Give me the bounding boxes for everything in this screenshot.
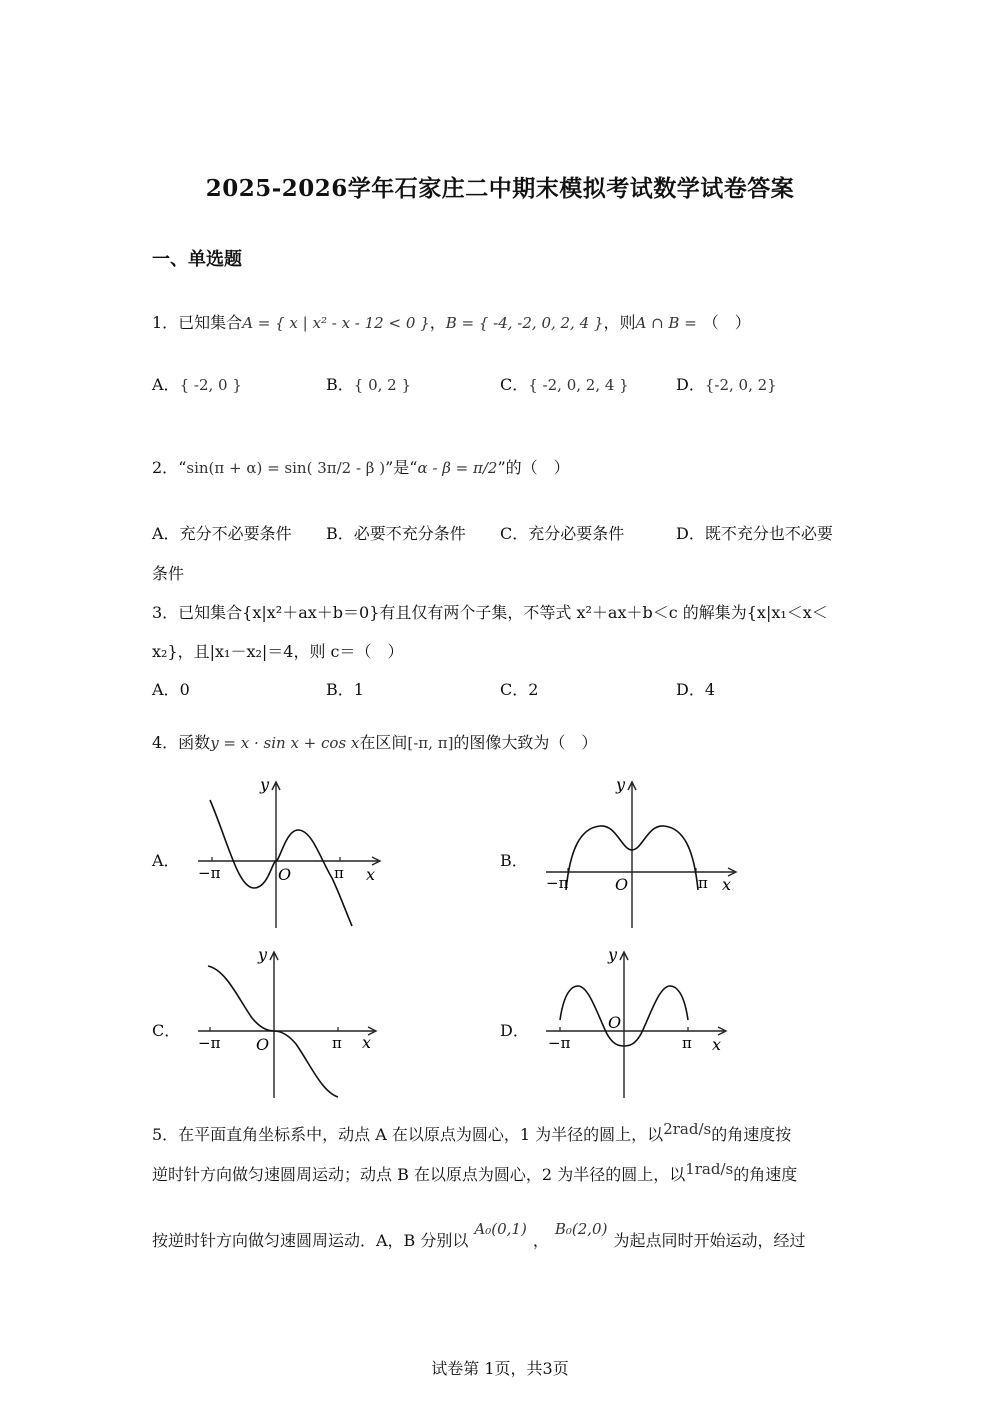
option-label: B．	[326, 375, 354, 394]
q4-function: y = x · sin x + cos x	[210, 734, 360, 752]
q2-option-d-wrap: 条件	[152, 564, 185, 583]
option-label: D．	[676, 524, 705, 543]
origin-label: O	[608, 1013, 622, 1032]
q4-option-c-label[interactable]: C．	[152, 1021, 181, 1040]
question-2-stem	[152, 455, 570, 478]
option-text: 既不充分也不必要	[704, 524, 833, 543]
option-label: B．	[326, 524, 354, 543]
option-text: 1	[353, 680, 364, 699]
question-5-line-2	[152, 1162, 797, 1185]
option-text: 0	[179, 680, 190, 699]
q3-option-b[interactable]	[326, 677, 364, 700]
y-axis-label: y	[608, 945, 618, 964]
q1-paren: （ ）	[702, 313, 751, 332]
tick-label-neg-pi: −π	[548, 1034, 571, 1052]
y-axis-label: y	[260, 775, 270, 794]
origin-label: O	[278, 865, 292, 884]
question-1-stem	[152, 310, 751, 333]
option-label: A．	[152, 524, 180, 543]
option-text: { -2, 0 }	[179, 376, 242, 394]
page-footer: 试卷第 1页，共3页	[431, 1359, 569, 1378]
q5-point-a: A₀(0,1)	[474, 1220, 527, 1238]
section-heading: 一、单选题	[152, 249, 242, 270]
q5-line2-a: 逆时针方向做匀速圆周运动；动点 B 在以原点为圆心，2 为半径的圆上，以	[152, 1165, 686, 1184]
option-label: A．	[152, 375, 180, 394]
question-5-line-1	[152, 1122, 791, 1145]
q4-graph-c[interactable]	[190, 940, 390, 1100]
tick-label-pi: π	[682, 1034, 692, 1052]
option-label: C．	[500, 680, 529, 699]
q5-line3-b: 为起点同时开始运动，经过	[613, 1231, 806, 1250]
curve	[210, 800, 352, 926]
q2-open-quote: “	[178, 458, 187, 477]
q4-interval: [-π, π]	[407, 734, 454, 752]
q1-option-a[interactable]	[152, 372, 242, 395]
option-text: 充分不必要条件	[179, 524, 292, 543]
q1-option-c[interactable]	[500, 372, 629, 395]
option-label: A．	[152, 680, 180, 699]
question-5-line-3	[152, 1220, 806, 1251]
q1-stem-text: 1．已知集合	[152, 313, 243, 332]
q4-graph-a[interactable]	[190, 770, 390, 930]
y-axis-label: y	[616, 775, 626, 794]
option-text: 2	[528, 680, 539, 699]
q4-graph-d[interactable]	[540, 940, 740, 1100]
tick-label-neg-pi: −π	[198, 864, 221, 882]
q5-comma: ，	[532, 1231, 549, 1250]
x-axis-label: x	[362, 1033, 372, 1052]
y-axis-label: y	[258, 945, 268, 964]
q2-mid: ”是“	[385, 458, 418, 477]
q2-option-b[interactable]	[326, 521, 466, 544]
option-text: {-2, 0, 2}	[704, 376, 777, 394]
q4-option-d-label[interactable]: D．	[500, 1021, 529, 1040]
q2-condition-2: α - β = π/2	[417, 459, 498, 477]
tick-label-pi: π	[332, 1034, 342, 1052]
question-3-line-2: x₂}，且|x₁－x₂|＝4，则 c＝（ ）	[152, 642, 404, 661]
option-label: C．	[500, 375, 529, 394]
q1-option-b[interactable]	[326, 372, 411, 395]
q3-option-c[interactable]	[500, 677, 538, 700]
q4-stem-b: 在区间	[359, 733, 408, 752]
q3-option-a[interactable]	[152, 677, 190, 700]
q2-condition-1: sin(π + α) = sin( 3π/2 - β )	[186, 459, 386, 477]
q5-speed-2: 1rad/s	[685, 1160, 734, 1178]
q1-set-a: A = { x | x² - x - 12 < 0 }	[242, 314, 430, 332]
tick-label-pi: π	[334, 864, 344, 882]
q1-set-b: B = { -4, -2, 0, 2, 4 }	[445, 314, 604, 332]
q3-option-d[interactable]	[676, 677, 715, 700]
q2-option-c[interactable]	[500, 521, 624, 544]
q2-number: 2．	[152, 458, 179, 477]
option-text: 充分必要条件	[528, 524, 625, 543]
q2-option-a[interactable]	[152, 521, 292, 544]
tick-label-pi: π	[698, 874, 708, 892]
question-4-stem	[152, 730, 597, 753]
origin-label: O	[256, 1035, 270, 1054]
x-axis-label: x	[722, 875, 732, 894]
q1-comma: ，	[429, 313, 446, 332]
option-text: 4	[704, 680, 716, 699]
q2-option-d[interactable]	[676, 521, 833, 544]
q5-line1-a: 5．在平面直角坐标系中，动点 A 在以原点为圆心，1 为半径的圆上，以	[152, 1125, 664, 1144]
option-text: { 0, 2 }	[353, 376, 412, 394]
origin-label: O	[615, 875, 629, 894]
q1-then: ，则	[603, 313, 636, 332]
q5-line3-a: 按逆时针方向做匀速圆周运动．A，B 分别以	[152, 1231, 469, 1250]
q4-graph-b[interactable]	[540, 770, 740, 930]
option-text: 必要不充分条件	[353, 524, 466, 543]
x-axis-label: x	[366, 865, 376, 884]
question-3-line-1: 3．已知集合{x|x²＋ax＋b＝0}有且仅有两个子集，不等式 x²＋ax＋b＜c 的解集为{x|x₁＜x＜	[152, 603, 828, 622]
q5-line2-b: 的角速度	[733, 1165, 798, 1184]
q4-stem-a: 4．函数	[152, 733, 211, 752]
q5-point-b: B₀(2,0)	[554, 1220, 608, 1238]
q4-option-b-label[interactable]: B．	[500, 851, 528, 870]
q1-expr: A ∩ B =	[635, 314, 697, 332]
q4-stem-c: 的图像大致为（ ）	[453, 733, 598, 752]
page-title: 2025-2026学年石家庄二中期末模拟考试数学试卷答案	[205, 175, 795, 202]
option-label: D．	[676, 375, 705, 394]
tick-label-neg-pi: −π	[198, 1034, 221, 1052]
q2-end: ”的（ ）	[497, 458, 570, 477]
q5-speed-1: 2rad/s	[663, 1120, 712, 1138]
tick-label-neg-pi: −π	[546, 874, 569, 892]
option-text: { -2, 0, 2, 4 }	[528, 376, 629, 394]
q4-option-a-label[interactable]: A．	[152, 851, 180, 870]
option-label: C．	[500, 524, 529, 543]
option-label: D．	[676, 680, 705, 699]
x-axis-label: x	[712, 1035, 722, 1054]
option-label: B．	[326, 680, 354, 699]
q5-line1-b: 的角速度按	[711, 1125, 792, 1144]
q1-option-d[interactable]	[676, 372, 777, 395]
